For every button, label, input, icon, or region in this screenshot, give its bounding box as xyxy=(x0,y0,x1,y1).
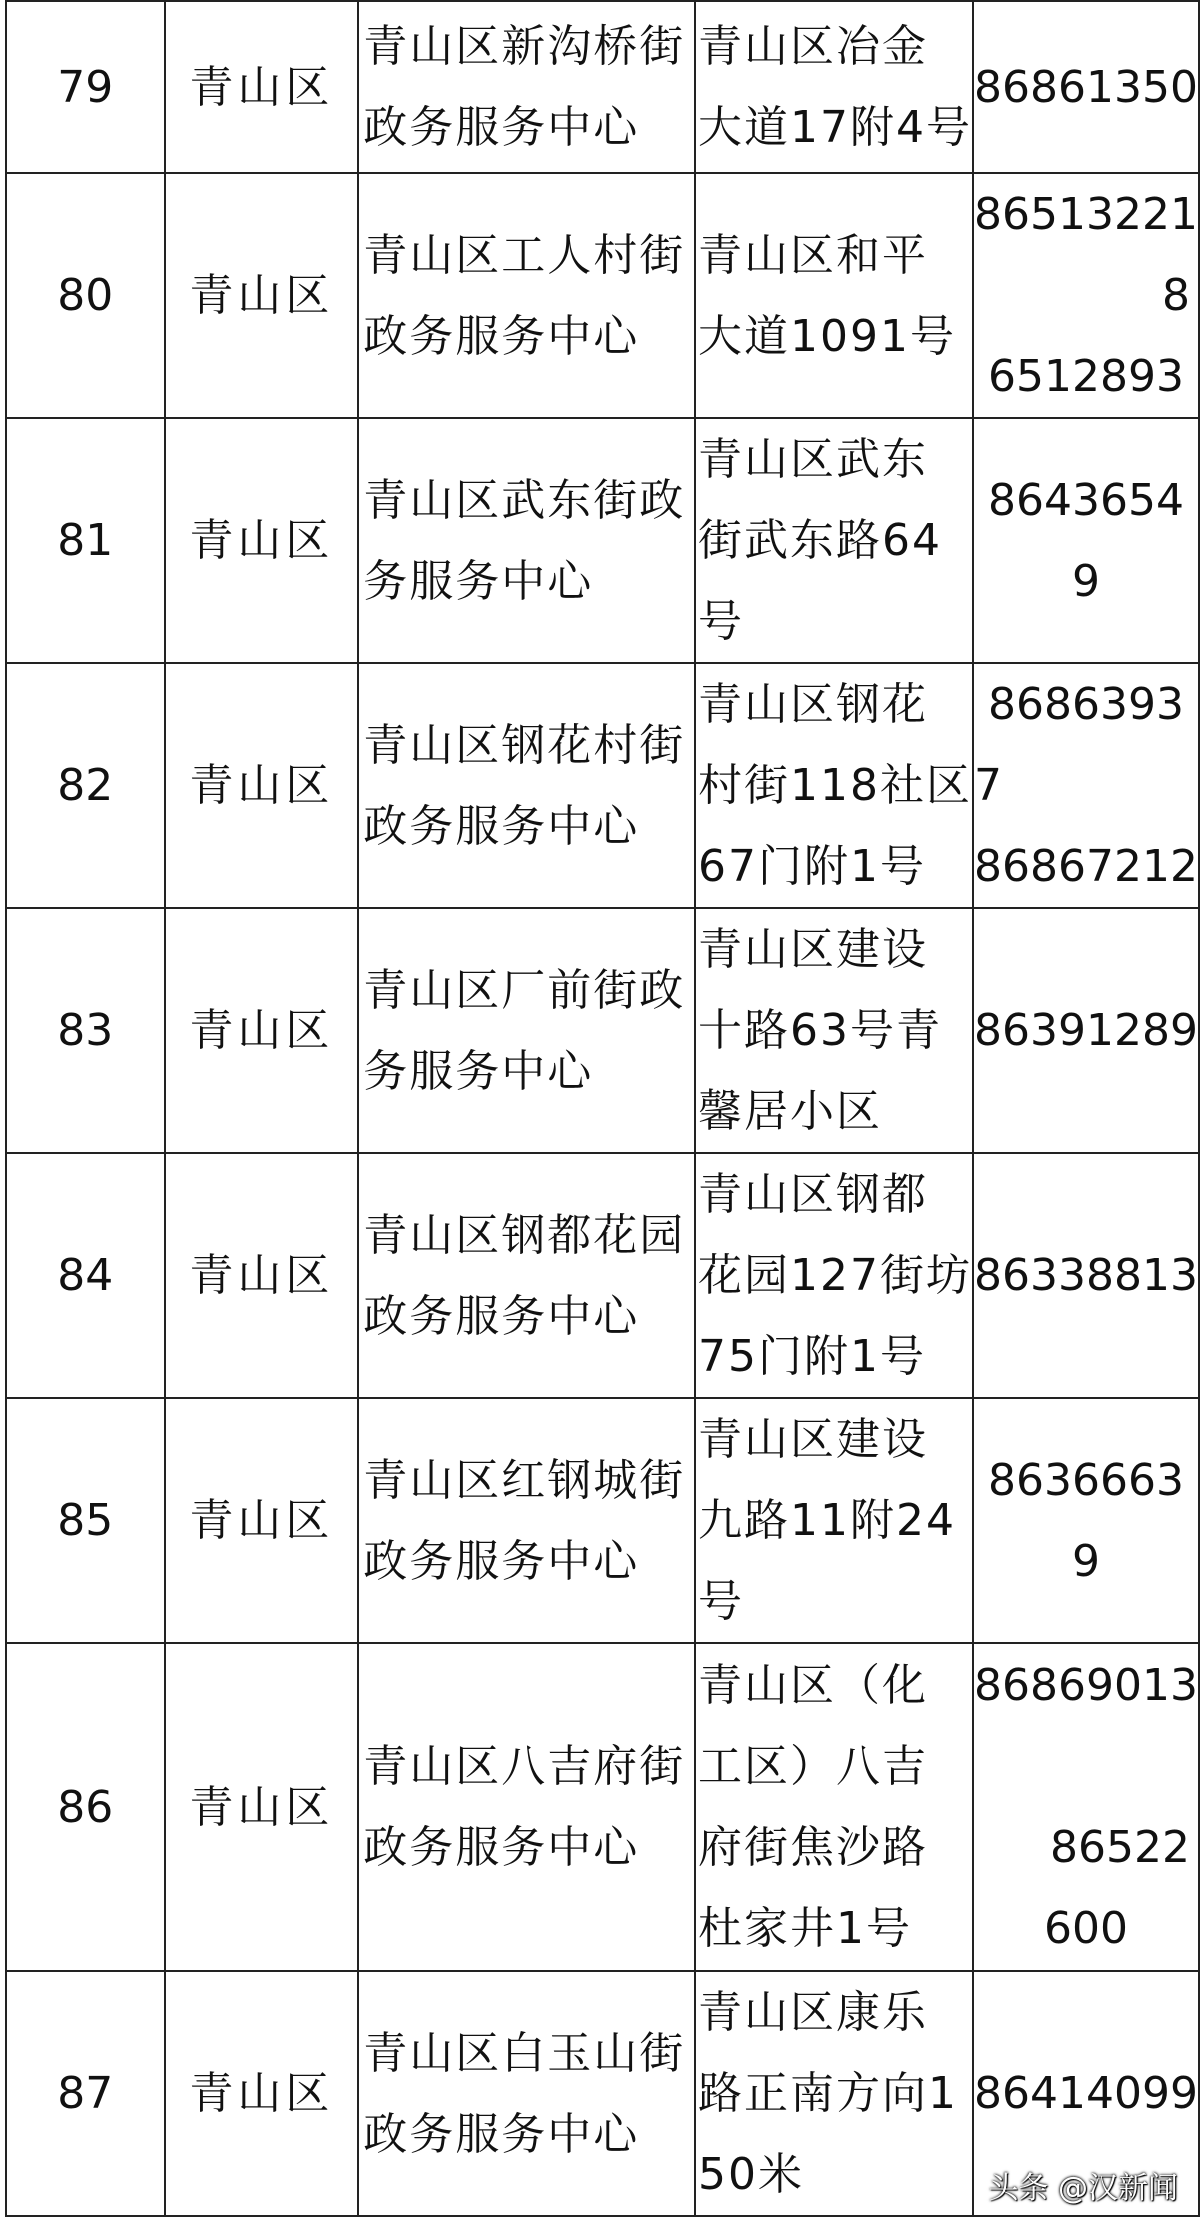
watermark-text: 头条 @汉新闻 xyxy=(988,2171,1178,2206)
district-cell: 青山区 xyxy=(165,663,359,908)
table-body xyxy=(6,1,1199,2216)
phone-line: 7 xyxy=(974,760,1003,811)
table-row xyxy=(6,908,1199,1153)
address-line: 75门附1号 xyxy=(698,1331,927,1382)
district-cell: 青山区 xyxy=(165,1398,359,1643)
address-line: 路正南方向1 xyxy=(698,2068,959,2119)
center-name-cell xyxy=(358,908,695,1153)
address-line: 青山区冶金 xyxy=(698,21,929,72)
phone-line: 8 xyxy=(1162,270,1190,321)
address-line: 青山区钢都 xyxy=(698,1169,929,1220)
row-number: 83 xyxy=(6,908,165,1153)
phone-cell xyxy=(973,1153,1199,1398)
center-name-cell xyxy=(358,663,695,908)
center-name-line: 政务服务中心 xyxy=(363,310,640,362)
phone-line: 600 xyxy=(1044,1903,1128,1954)
center-name-line: 青山区新沟桥街 xyxy=(363,21,686,72)
center-name-line: 青山区钢都花园 xyxy=(363,1209,686,1261)
address-line: 街武东路64 xyxy=(698,515,943,566)
center-name-line: 政务服务中心 xyxy=(363,800,640,852)
phone-cell xyxy=(973,663,1199,908)
row-number: 86 xyxy=(6,1643,165,1971)
district-cell: 青山区 xyxy=(165,1643,359,1971)
address-line: 青山区（化 xyxy=(698,1660,929,1711)
table-row xyxy=(6,1643,1199,1971)
center-name-line: 青山区白玉山街 xyxy=(363,2027,686,2079)
address-line: 府街焦沙路 xyxy=(698,1822,929,1873)
phone-cell xyxy=(973,1398,1199,1643)
address-line: 工区）八吉 xyxy=(698,1741,929,1792)
phone-line xyxy=(974,1726,1198,1807)
address-cell xyxy=(695,663,973,908)
address-cell xyxy=(695,908,973,1153)
district-cell: 青山区 xyxy=(165,1,359,173)
address-line: 号 xyxy=(698,1576,745,1627)
district-cell: 青山区 xyxy=(165,173,359,418)
table-row xyxy=(6,1153,1199,1398)
center-name-cell xyxy=(358,1971,695,2216)
district-cell: 青山区 xyxy=(165,1153,359,1398)
phone-line: 86391289 xyxy=(974,1005,1198,1056)
address-cell xyxy=(695,1643,973,1971)
phone-cell xyxy=(973,173,1199,418)
address-cell xyxy=(695,1,973,173)
address-line: 大道17附4号 xyxy=(698,102,973,153)
service-center-table xyxy=(5,0,1200,2217)
address-line: 青山区建设 xyxy=(698,924,929,975)
address-line: 青山区武东 xyxy=(698,434,929,485)
phone-cell xyxy=(973,908,1199,1153)
center-name-line: 务服务中心 xyxy=(363,1045,594,1097)
center-name-line: 青山区红钢城街 xyxy=(363,1454,686,1506)
center-name-line: 青山区钢花村街 xyxy=(363,719,686,771)
center-name-line: 青山区八吉府街 xyxy=(363,1741,686,1792)
address-cell xyxy=(695,418,973,663)
phone-line: 86513221 xyxy=(974,189,1198,240)
address-line: 杜家井1号 xyxy=(698,1903,913,1954)
phone-cell xyxy=(973,418,1199,663)
district-cell: 青山区 xyxy=(165,418,359,663)
center-name-line: 政务服务中心 xyxy=(363,102,640,153)
address-line: 十路63号青 xyxy=(698,1005,943,1056)
address-line: 青山区和平 xyxy=(698,229,929,281)
phone-line: 86867212 xyxy=(974,841,1198,892)
center-name-line: 政务服务中心 xyxy=(363,2108,640,2160)
row-number: 79 xyxy=(6,1,165,173)
center-name-cell xyxy=(358,1,695,173)
center-name-line: 政务服务中心 xyxy=(363,1290,640,1342)
address-line: 青山区康乐 xyxy=(698,1987,929,2038)
district-cell: 青山区 xyxy=(165,1971,359,2216)
address-line: 村街118社区 xyxy=(698,760,973,811)
address-line: 大道1091号 xyxy=(698,310,957,362)
address-line: 青山区建设 xyxy=(698,1414,929,1465)
row-number: 80 xyxy=(6,173,165,418)
phone-line: 8686393 xyxy=(988,679,1184,730)
address-line: 67门附1号 xyxy=(698,841,927,892)
address-cell xyxy=(695,1398,973,1643)
address-line: 青山区钢花 xyxy=(698,679,929,730)
center-name-cell xyxy=(358,173,695,418)
center-name-line: 青山区武东街政 xyxy=(363,474,686,526)
center-name-line: 青山区工人村街 xyxy=(363,229,686,281)
phone-line: 86414099 xyxy=(974,2068,1198,2119)
table-row xyxy=(6,663,1199,908)
phone-line: 9 xyxy=(1072,555,1101,607)
address-cell xyxy=(695,1971,973,2216)
row-number: 82 xyxy=(6,663,165,908)
row-number: 81 xyxy=(6,418,165,663)
address-cell xyxy=(695,1153,973,1398)
phone-line: 86861350 xyxy=(974,61,1198,113)
phone-line: 6512893 xyxy=(988,351,1184,402)
row-number: 87 xyxy=(6,1971,165,2216)
address-cell xyxy=(695,173,973,418)
phone-line: 8636663 xyxy=(988,1454,1184,1506)
address-line: 花园127街坊 xyxy=(698,1250,973,1301)
phone-line: 86869013 xyxy=(974,1660,1198,1711)
center-name-line: 务服务中心 xyxy=(363,555,594,607)
table-row xyxy=(6,1398,1199,1643)
table-row xyxy=(6,418,1199,663)
table-row xyxy=(6,1,1199,173)
address-line: 馨居小区 xyxy=(698,1086,883,1137)
center-name-line: 政务服务中心 xyxy=(363,1822,640,1873)
center-name-cell xyxy=(358,1643,695,1971)
phone-line: 9 xyxy=(1072,1535,1101,1587)
row-number: 84 xyxy=(6,1153,165,1398)
phone-line: 86338813 xyxy=(974,1250,1198,1301)
address-line: 九路11附24 xyxy=(698,1495,957,1546)
center-name-line: 青山区厂前街政 xyxy=(363,964,686,1016)
district-cell: 青山区 xyxy=(165,908,359,1153)
address-line: 50米 xyxy=(698,2149,805,2200)
center-name-cell xyxy=(358,1153,695,1398)
phone-line: 86522 xyxy=(1050,1822,1190,1873)
address-line: 号 xyxy=(698,596,745,647)
table-row xyxy=(6,173,1199,418)
center-name-cell xyxy=(358,1398,695,1643)
phone-line: 8643654 xyxy=(988,474,1184,526)
center-name-line: 政务服务中心 xyxy=(363,1535,640,1587)
row-number: 85 xyxy=(6,1398,165,1643)
phone-cell xyxy=(973,1,1199,173)
center-name-cell xyxy=(358,418,695,663)
phone-cell xyxy=(973,1643,1199,1971)
